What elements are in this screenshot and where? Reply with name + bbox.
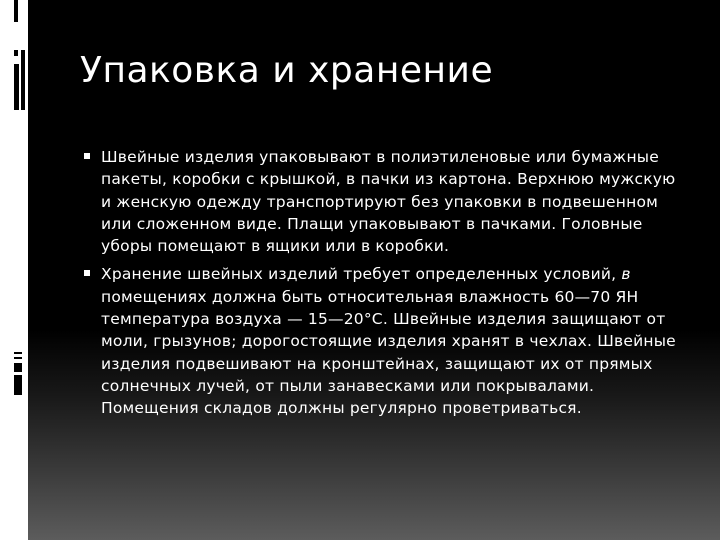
- square-bullet-icon: [84, 270, 90, 276]
- bullet-text: [101, 263, 688, 419]
- bullet-item-storage: [84, 263, 688, 419]
- bullet-list: [84, 146, 688, 426]
- bullet-text-italic: в: [621, 265, 631, 284]
- slide-title: Упаковка и хранение: [80, 50, 494, 91]
- bullet-text-part: помещениях должна быть относительная влажность 60—70 ЯН температура воздуха — 15—20°С. Швейные изделия защищают от моли, грызунов; дорогостоящие изделия хранят в чехлах. Швейные изделия подвешивают на кронштейнах, защищают их от прямых солнечных лучей, от пыли занавесками или покрывалами. Помещения складов должны регулярно проветриваться.: [101, 287, 676, 418]
- bullet-text-part: Хранение швейных изделий требует определенных условий,: [101, 265, 622, 284]
- square-bullet-icon: [84, 153, 90, 159]
- left-decorative-strip: [0, 0, 28, 540]
- bullet-item-packaging: [84, 146, 688, 257]
- bullet-text: Швейные изделия упаковывают в полиэтиленовые или бумажные пакеты, коробки с крышкой, в пачки из картона. Верхнюю мужскую и женскую одежду транспортируют без упаковки в подвешенном или сложенном виде. Плащи упаковывают в пачками. Головные уборы помещают в ящики или в коробки.: [101, 148, 676, 256]
